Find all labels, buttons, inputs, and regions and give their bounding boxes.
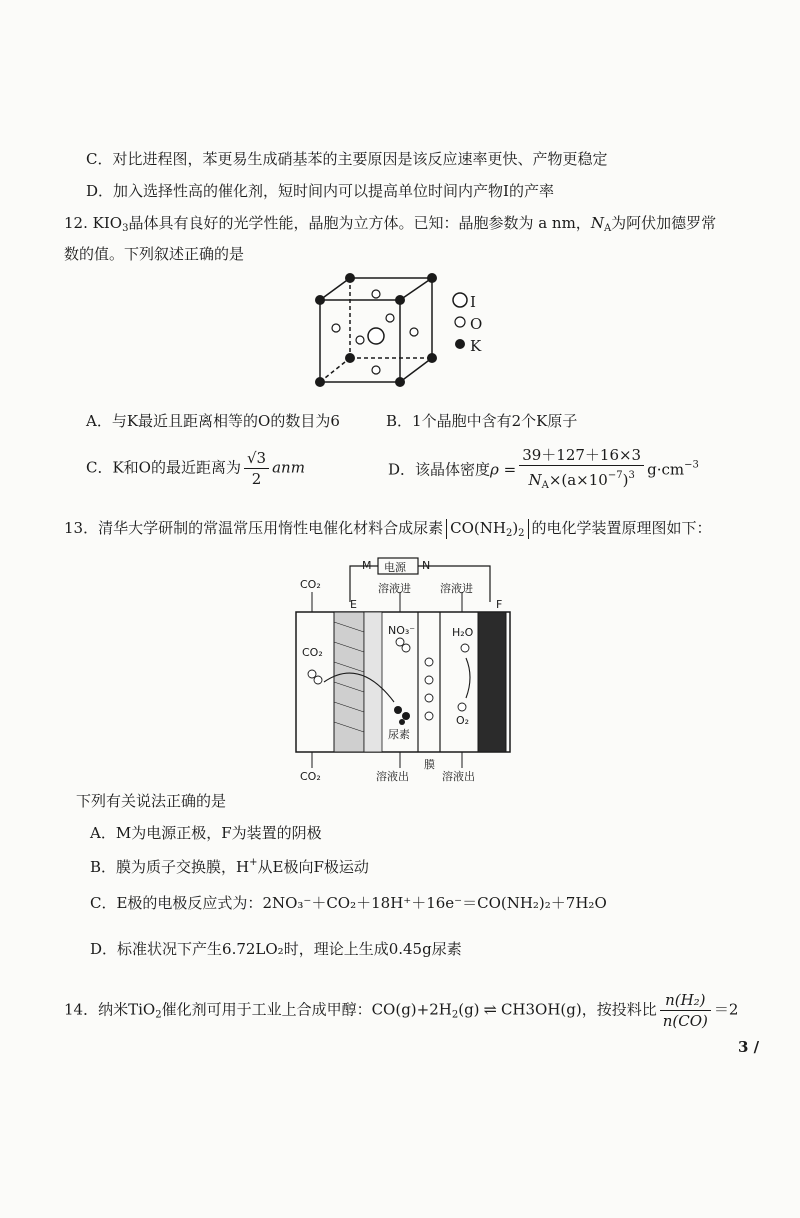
co2-mid-label: CO₂ — [302, 646, 323, 659]
no3-label: NO₃⁻ — [388, 624, 416, 637]
q13-option-c: C．E极的电极反应式为：2NO₃⁻＋CO₂＋18H⁺＋16e⁻＝CO(NH₂)₂＋7H₂O — [90, 894, 607, 912]
q13-stem: 13．清华大学研制的常温常压用惰性电催化材料合成尿素 $CO(NH_2)_2$ 的电化学装置原理图如下： — [64, 519, 712, 539]
solution-out-1-label: 溶液出 — [376, 770, 409, 782]
e-label: E — [350, 598, 357, 611]
equilibrium-arrow-icon: ⇌ — [483, 999, 497, 1019]
q11-option-c: C．对比进程图，苯更易生成硝基苯的主要原因是该反应速率更快、产物更稳定 — [86, 150, 608, 168]
f-label: F — [496, 598, 503, 611]
q13-prompt: 下列有关说法正确的是 — [76, 792, 227, 810]
h2o-label: H₂O — [452, 626, 474, 639]
n-label: N — [422, 559, 431, 572]
f-electrode — [478, 612, 506, 752]
q12-option-d: D．该晶体密度ρ = $\frac{39+127+16\times 3}{N_A\times(a\times 10^{-7})^3}$ $g\cdot cm^{-3}$ — [388, 446, 699, 491]
m-label: M — [362, 559, 372, 572]
membrane-label: 膜 — [424, 758, 435, 771]
page-number: 3 / — [738, 1038, 760, 1056]
i-atom — [368, 328, 384, 344]
crystal-cell-figure — [310, 270, 520, 400]
solution-in-2-label: 溶液进 — [440, 582, 473, 595]
q13-option-b: B．膜为质子交换膜，H+从E极向F极运动 — [90, 857, 369, 876]
electrochem-device-figure — [290, 552, 520, 782]
legend-k-label: K — [470, 337, 482, 355]
q13-option-d: D．标准状况下产生6.72LO₂时，理论上生成0.45g尿素 — [90, 940, 462, 958]
q12-option-b: B．1个晶胞中含有2个K原子 — [386, 412, 578, 430]
crystal-legend — [453, 293, 467, 349]
legend-i-label: I — [470, 293, 476, 311]
legend-o-label: O — [470, 315, 483, 333]
urea-label: 尿素 — [388, 728, 410, 741]
solution-in-1-label: 溶液进 — [378, 582, 411, 595]
q12-option-a: A．与K最近且距离相等的O的数目为6 — [86, 412, 340, 430]
co2-out-label: CO₂ — [300, 770, 321, 782]
q12-stem-line1: 12. $KIO_3$晶体具有良好的光学性能，晶胞为立方体。已知：晶胞参数为 a nm，$N_A$为阿伏加德罗常 — [64, 214, 717, 234]
co2-in-label: CO₂ — [300, 578, 321, 591]
q13-option-a: A．M为电源正极，F为装置的阴极 — [90, 824, 322, 842]
q14-stem: 14．纳米TiO$_2$催化剂可用于工业上合成甲醇：$CO(g)+2H_2(g)$ ⇌ CH3OH(g)，按投料比 $\frac{\text{n(H₂)}}{n(CO)}$ ＝2 — [64, 991, 739, 1030]
o2-label: O₂ — [456, 714, 470, 727]
q11-option-d: D．加入选择性高的催化剂，短时间内可以提高单位时间内产物I的产率 — [86, 182, 554, 200]
q12-option-c: C．K和O的最近距离为 $\frac{√3}{2}$ anm — [86, 449, 305, 488]
e-electrode — [334, 612, 364, 752]
q12-stem-line2: 数的值。下列叙述正确的是 — [64, 245, 245, 263]
solution-out-2-label: 溶液出 — [442, 770, 475, 782]
power-label: 电源 — [384, 561, 406, 574]
